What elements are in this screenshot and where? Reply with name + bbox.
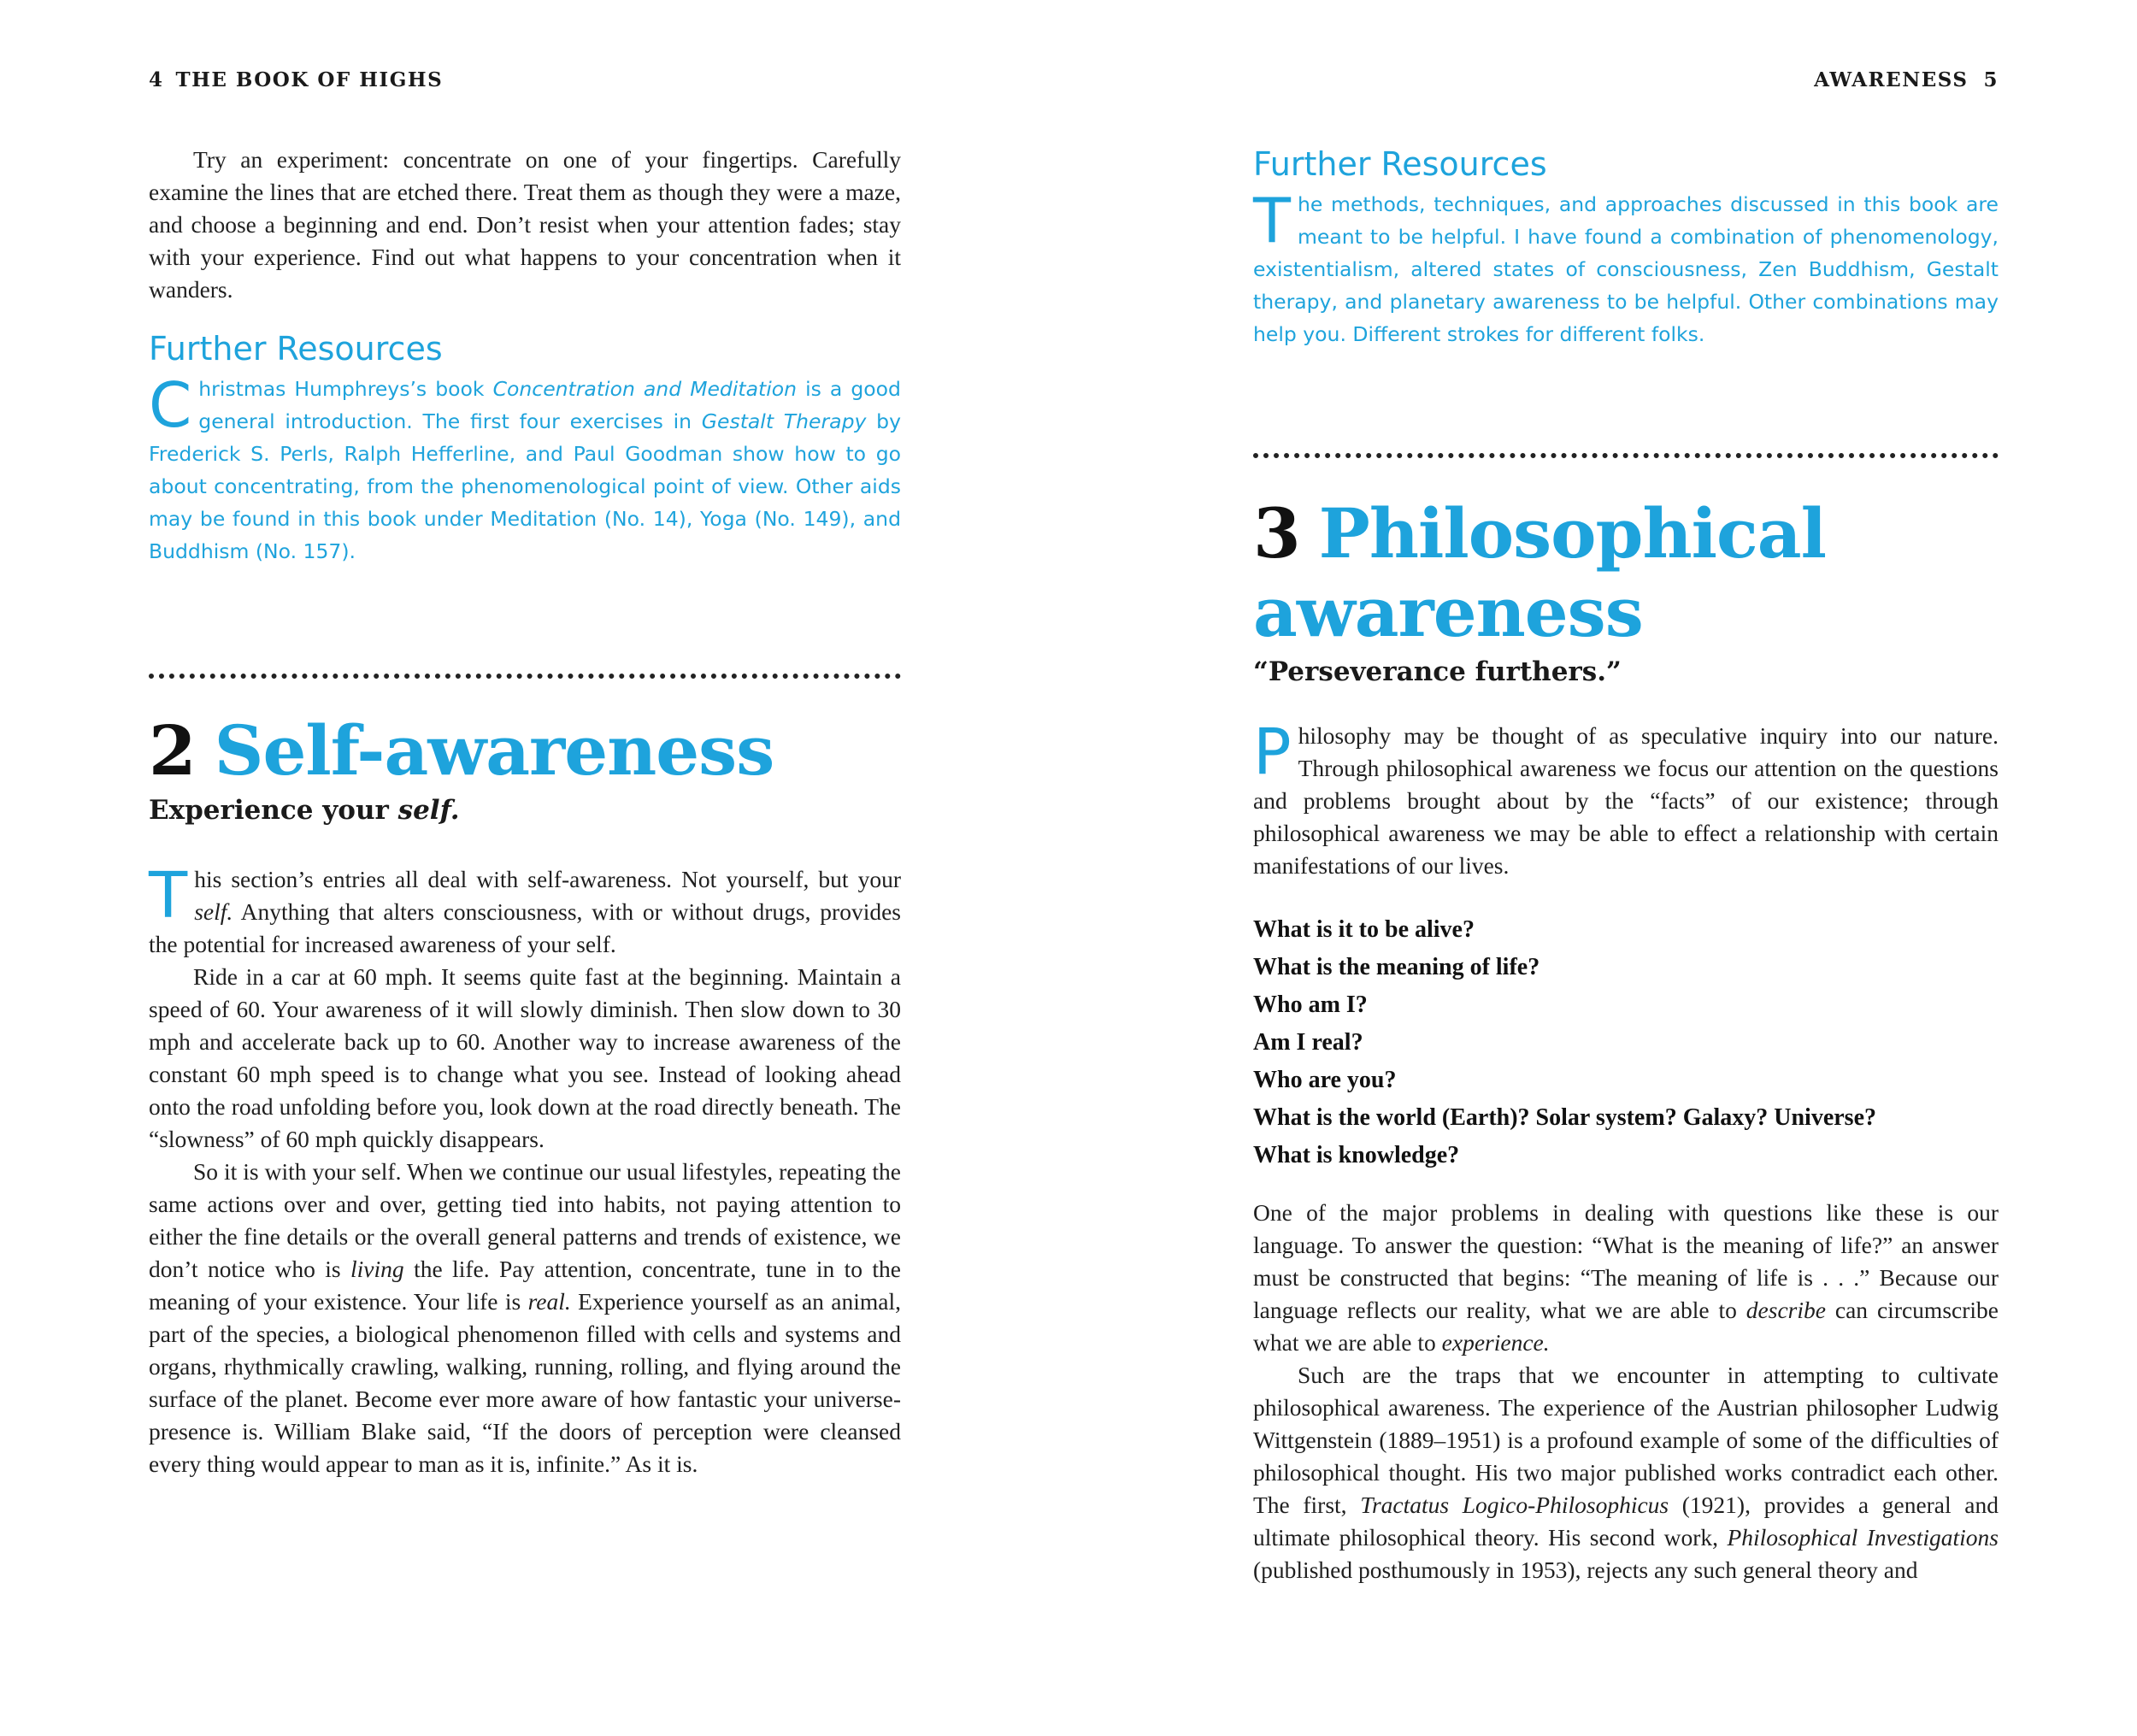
running-head-title: AWARENESS: [1814, 68, 1969, 91]
epigraph-emph: self.: [397, 795, 460, 826]
further-resources-heading: Further Resources: [149, 330, 443, 368]
text-emph: Tractatus Logico-Philosophicus: [1360, 1492, 1669, 1518]
further-resources-text: [1253, 185, 1999, 350]
text-run: One of the major problems in dealing with questions like these is our language. To answer the question: “What is the meaning of life?” an answer must be constructed that begins: “The meaning of life is . . .” Because our language reflects our reality, what we are able to: [1253, 1199, 1999, 1323]
question-item: What is it to be alive?: [1253, 916, 1475, 943]
text-run: Experience yourself as an animal, part of the species, a biological phenomenon filled with cells and systems and organs, rhythmically crawling, walking, running, rolling, and flying around the surface of the planet. Become ever more aware of how fantastic your universe-presence is. William Blake said, “If the doors of perception were cleansed every thing would appear to man as it is, infinite.” As it is.: [149, 1288, 902, 1477]
section-2: [149, 711, 901, 826]
body-paragraph: [149, 859, 901, 961]
text-emph: Philosophical Investigations: [1727, 1524, 1999, 1551]
running-head-title: THE BOOK OF HIGHS: [175, 68, 444, 91]
body-paragraph: [1253, 1359, 1999, 1586]
drop-cap: P: [1253, 715, 1292, 789]
further-resources-left: [149, 330, 901, 568]
running-head-left: [149, 68, 443, 91]
fr-text-part: hristmas Humphreys’s book: [198, 377, 493, 401]
text-run: his section’s entries all deal with self-awareness. Not yourself, but your: [194, 866, 901, 892]
text-emph: self.: [194, 898, 233, 925]
question-item: Who am I?: [1253, 992, 1368, 1018]
section-epigraph: [149, 795, 901, 826]
section-3-body-continued: [1253, 1197, 1999, 1586]
section-number: 3: [1253, 493, 1300, 574]
section-title: Self-awareness: [214, 710, 774, 791]
text-emph: living: [350, 1256, 404, 1282]
body-paragraph: [1253, 1197, 1999, 1359]
section-heading: [1253, 494, 1999, 651]
fr-text-part: by Frederick S. Perls, Ralph Hefferline, and Paul Goodman show how to go about concentrating, from the phenomenological point of view. Other aids may be found in this book under Meditation (No. 14), Yoga (No. 149), and Buddhism (No. 157).: [149, 409, 901, 563]
text-emph: describe: [1746, 1297, 1826, 1323]
question-list: [1253, 911, 1999, 1174]
section-title-line1: Philosophical: [1318, 493, 1826, 574]
drop-cap: C: [149, 369, 192, 441]
body-paragraph: Ride in a car at 60 mph. It seems quite fast at the beginning. Maintain a speed of 60. Your awareness of it will slowly diminish. Then slow down to 30 mph and accelerate back up to 60. Another way to increase awareness of the constant 60 mph speed is to change what you see. Instead of looking ahead onto the road unfolding before you, look down at the road directly beneath. The “slowness” of 60 mph quickly disappears.: [149, 963, 901, 1152]
text-run: (1921), provides a general and ultimate philosophical theory. His second work,: [1253, 1492, 1999, 1551]
intro-paragraph: Try an experiment: concentrate on one of your fingertips. Carefully examine the lines that are etched there. Treat them as though they were a maze, and choose a beginning and end. Don’t resist when your attention fades; stay with your experience. Find out what happens to your concentration when it wanders.: [149, 146, 901, 303]
text-run: the life. Pay attention, concentrate, tune in to the meaning of your existence. Your life is: [149, 1256, 901, 1315]
section-epigraph: “Perseverance furthers.”: [1253, 656, 1622, 687]
section-3: [1253, 494, 1999, 687]
text-run: (published posthumously in 1953), rejects any such general theory and: [1253, 1557, 1918, 1583]
text-run: Such are the traps that we encounter in attempting to cultivate philosophical awareness. The experience of the Austrian philosopher Ludwig Wittgenstein (1889–1951) is a profound example of some of the difficulties of philosophical thought. His two major published works contradict each other. The first,: [1253, 1362, 1999, 1518]
drop-cap: T: [149, 859, 188, 933]
section-heading: [149, 711, 901, 790]
left-page: [149, 0, 901, 1736]
body-paragraph: [1253, 715, 1999, 882]
intro-block: [149, 144, 901, 306]
section-3-body: [1253, 715, 1999, 882]
question-item: What is the world (Earth)? Solar system? Galaxy? Universe?: [1253, 1104, 1876, 1131]
further-resources-right: [1253, 145, 1999, 350]
body-paragraph: [149, 1156, 901, 1480]
text-run: can circumscribe what we are able to: [1253, 1297, 1999, 1356]
page-number: 4: [149, 68, 164, 91]
question-item: What is knowledge?: [1253, 1142, 1460, 1168]
text-emph: experience.: [1441, 1329, 1550, 1356]
drop-cap: T: [1253, 185, 1291, 256]
question-item: What is the meaning of life?: [1253, 954, 1540, 980]
section-number: 2: [149, 710, 196, 791]
further-resources-text: [149, 369, 901, 568]
right-page: [1253, 0, 1999, 1736]
fr-text-part: he methods, techniques, and approaches discussed in this book are meant to be helpful. I have found a combination of phenomenology, existentialism, altered states of consciousness, Zen Buddhism, Gestalt therapy, and planetary awareness to be helpful. Other combinations may help you. Different strokes for different folks.: [1253, 192, 1999, 346]
page-number: 5: [1983, 68, 1999, 91]
book-title: Gestalt Therapy: [701, 409, 867, 433]
epigraph-text: Experience your: [149, 795, 398, 826]
question-item: Am I real?: [1253, 1029, 1363, 1056]
question-item: Who are you?: [1253, 1067, 1397, 1093]
section-title-line2: awareness: [1253, 572, 1643, 652]
section-2-body: [149, 859, 902, 1480]
dotted-divider: [1253, 453, 1999, 458]
book-title: Concentration and Meditation: [492, 377, 797, 401]
dotted-divider: [149, 674, 901, 679]
text-run: Anything that alters consciousness, with or without drugs, provides the potential for increased awareness of your self.: [149, 898, 901, 957]
text-run: So it is with your self. When we continue our usual lifestyles, repeating the same actions over and over, getting tied into habits, not paying attention to either the fine details or the overall general patterns and trends of existence, we don’t notice who is: [149, 1158, 901, 1282]
running-head-right: [1814, 68, 1999, 91]
text-emph: real.: [527, 1288, 571, 1315]
text-run: hilosophy may be thought of as speculative inquiry into our nature. Through philosophical awareness we focus our attention on the questions and problems brought about by the “facts” of our existence; through philosophical awareness we may be able to effect a relationship with certain manifestations of our lives.: [1253, 722, 1999, 879]
further-resources-heading: Further Resources: [1253, 145, 1547, 183]
fr-text-part: is a good general introduction. The first four exercises in: [198, 377, 901, 433]
